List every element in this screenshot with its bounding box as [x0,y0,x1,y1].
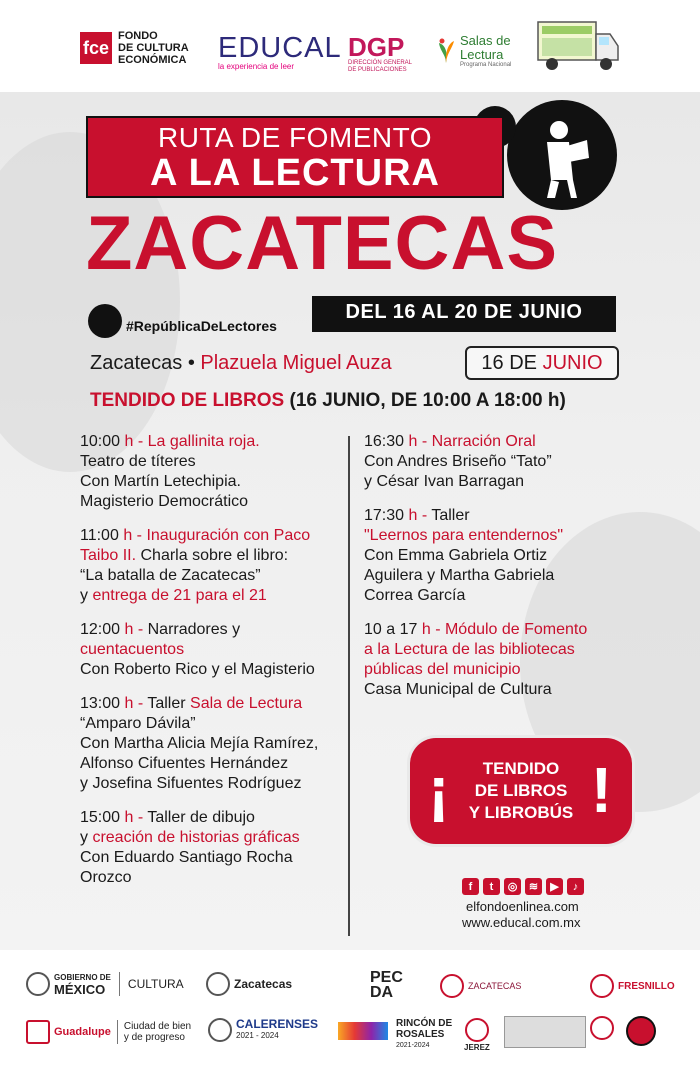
event-line: Charla sobre el libro: [140,547,289,564]
event-item [80,694,350,794]
event-connector: y [80,829,88,846]
leaf-icon [436,37,456,65]
event-title-cont: "Leernos para entendernos" [364,527,564,544]
sponsor-bar [0,0,700,92]
zacatecas2-label: ZACATECAS [468,981,522,991]
instituto-logo [504,1016,586,1048]
fce-line1: FONDO [118,30,158,42]
date-badge [465,346,619,380]
fce-line2: DE CULTURA [118,42,189,54]
educal-name: EDUCAL [218,32,342,64]
venue-place: Plazuela Miguel Auza [200,352,392,374]
event-h: h - [408,507,428,524]
event-line: Con Martha Alicia Mejía Ramírez, [80,735,319,752]
footer-logos [0,950,700,1082]
zacatecas-state-logo [440,974,521,998]
calera-seal-icon [208,1018,232,1042]
event-line: y César Ivan Barragan [364,473,525,490]
calerenses-label: CALERENSES [236,1017,319,1031]
fce-logo [80,30,189,66]
tiktok-icon[interactable]: ♪ [567,878,584,895]
event-time: 10 a 17 [364,621,418,638]
event-h: h - [408,433,428,450]
soundcloud-icon[interactable]: ≋ [525,878,542,895]
event-title: Inauguración con Paco Taibo II. [80,527,311,564]
event-item [364,506,636,606]
event-time: 17:30 [364,507,405,524]
badge-excl-close: ! [590,754,612,826]
cnte-logo [590,1016,618,1040]
jerez-icon [465,1018,489,1042]
badge-line2: DE LIBROS [474,781,568,800]
calera-logo [208,1018,318,1042]
event-title-cont: a la Lectura de las bibliotecas [364,641,575,658]
fresnillo-seal-icon [590,974,614,998]
event-item [80,432,350,512]
event-quote: “La batalla de Zacatecas” [80,567,261,584]
fce-mark-icon: fce [80,32,112,64]
event-line: Teatro de títeres [80,453,196,470]
event-title: Taller [431,507,470,524]
reader-icon [507,100,617,210]
rincon-years: 2021-2024 [396,1042,430,1049]
event-line: y Josefina Sifuentes Rodríguez [80,775,302,792]
event-line: Alfonso Cifuentes Hernández [80,755,289,772]
event-h: h - [421,621,441,638]
website-educal[interactable]: www.educal.com.mx [462,915,581,930]
column-divider [348,436,350,936]
youtube-icon[interactable]: ▶ [546,878,563,895]
event-item [80,808,350,888]
event-time: 11:00 [80,527,119,544]
event-title-cont: cuentacuentos [80,641,185,658]
event-h: h - [124,695,144,712]
ciudad-line1: Ciudad de bien [123,1021,192,1032]
dates-text: DEL 16 AL 20 DE JUNIO [345,301,583,323]
event-line: “Amparo Dávila” [80,715,196,732]
cnte-seal-icon [590,1016,614,1040]
event-extra: entrega de 21 para el 21 [92,587,267,604]
librobus-truck-icon [536,18,620,74]
facebook-icon[interactable]: f [462,878,479,895]
event-line: Con Martín Letechipia. [80,473,241,490]
pecda-logo [370,970,418,1000]
date-month: JUNIO [542,352,603,374]
event-h: h - [123,527,142,544]
fresnillo-label: FRESNILLO [618,980,675,992]
pecda-label: PEC DA [370,969,403,1001]
subtitle-detail: (16 JUNIO, DE 10:00 A 18:00 h) [289,390,566,411]
colorful-mark-icon [338,1022,388,1040]
union-seal-icon [626,1016,656,1046]
dgp-name: DGP [348,32,405,62]
dgp-subtitle: DIRECCIÓN GENERAL DE PUBLICACIONES [348,60,412,73]
fce-line3: ECONÓMICA [118,54,187,66]
hashtag: #RepúblicaDeLectores [126,318,277,334]
rincon-line2: ROSALES [396,1029,445,1040]
instagram-icon[interactable]: ◎ [504,878,521,895]
state-seal-icon [440,974,464,998]
website-fce[interactable]: elfondoenlinea.com [466,899,579,914]
event-title: Narradores y [147,621,241,638]
zacatecas-gov-logo [206,972,292,996]
social-icons [462,878,584,895]
union-logo [626,1016,660,1046]
educal-tagline: la experiencia de leer [218,62,295,71]
event-title: Taller de dibujo [147,809,255,826]
cultura-label: CULTURA [127,977,184,991]
event-title-cont: creación de historias gráficas [92,829,300,846]
title-line2: A LA LECTURA [150,152,440,194]
event-subtitle [90,390,566,412]
calerenses-years: 2021 - 2024 [236,1031,279,1040]
tendido-badge [410,738,632,844]
event-item [80,620,350,680]
guadalupe-label: Guadalupe [54,1026,111,1038]
eagle-seal-icon [26,972,50,996]
event-line: Aguilera y Martha Gabriela [364,567,555,584]
salas-de-lectura-logo [436,34,511,68]
title-box [86,116,504,198]
event-h: h - [124,621,144,638]
salas-line1: Salas de [460,33,511,48]
schedule-right [364,432,636,714]
event-line: Orozco [80,869,132,886]
event-time: 12:00 [80,621,121,638]
date-day: 16 DE [481,352,538,374]
subtitle-main: TENDIDO DE LIBROS [90,390,285,411]
event-line: Casa Municipal de Cultura [364,681,552,698]
guadalupe-church-icon [26,1020,50,1044]
event-time: 10:00 [80,433,121,450]
event-h: h - [124,809,144,826]
badge-line3: Y LIBROBÚS [468,803,574,822]
event-item [364,620,636,700]
gob-line1: GOBIERNO DE [54,973,111,982]
event-title-cont: públicas del municipio [364,661,521,678]
decorative-dot-small [88,304,122,338]
event-line: Con Emma Gabriela Ortiz [364,547,548,564]
event-line: Con Andres Briseño “Tato” [364,453,552,470]
event-time: 15:00 [80,809,121,826]
schedule-left [80,432,350,902]
event-connector: y [80,587,88,604]
title-line1: RUTA DE FOMENTO [157,122,433,153]
event-title: La gallinita roja. [147,433,260,450]
dgp-logo [348,34,414,74]
event-line: Correa García [364,587,466,604]
ciudad-line2: y de progreso [123,1032,185,1043]
rincon-line1: RINCÓN DE [396,1018,453,1029]
twitter-icon[interactable]: t [483,878,500,895]
salas-subtitle: Programa Nacional [460,62,512,68]
salas-line2: Lectura [460,47,504,62]
jerez-logo [464,1018,490,1053]
event-line: Con Roberto Rico y el Magisterio [80,661,315,678]
gobierno-mexico-logo [26,972,184,996]
event-item [364,432,636,492]
educal-logo [218,34,342,71]
fresnillo-logo [590,974,675,998]
event-title-cont: Sala de Lectura [190,695,303,712]
city-title: ZACATECAS [86,201,559,286]
rincon-rosales-logo [396,1018,452,1051]
gob-line2: MÉXICO [54,982,106,997]
badge-excl-open: ¡ [428,754,450,826]
event-time: 13:00 [80,695,121,712]
building-icon [504,1016,586,1048]
event-h: h - [124,433,144,450]
zacatecas-seal-icon [206,972,230,996]
event-item [80,526,350,606]
event-line: Con Eduardo Santiago Rocha [80,849,293,866]
guadalupe-logo [26,1020,191,1044]
venue [90,352,392,375]
venue-city: Zacatecas • [90,352,195,374]
event-title: Narración Oral [431,433,536,450]
itpr-logo [338,1022,388,1040]
event-title: Módulo de Fomento [444,621,588,638]
badge-line1: TENDIDO [482,759,560,778]
zacatecas-label: Zacatecas [234,977,293,991]
event-time: 16:30 [364,433,405,450]
event-title: Taller [147,695,186,712]
jerez-label: JEREZ [464,1043,490,1052]
event-line: Magisterio Democrático [80,493,249,510]
